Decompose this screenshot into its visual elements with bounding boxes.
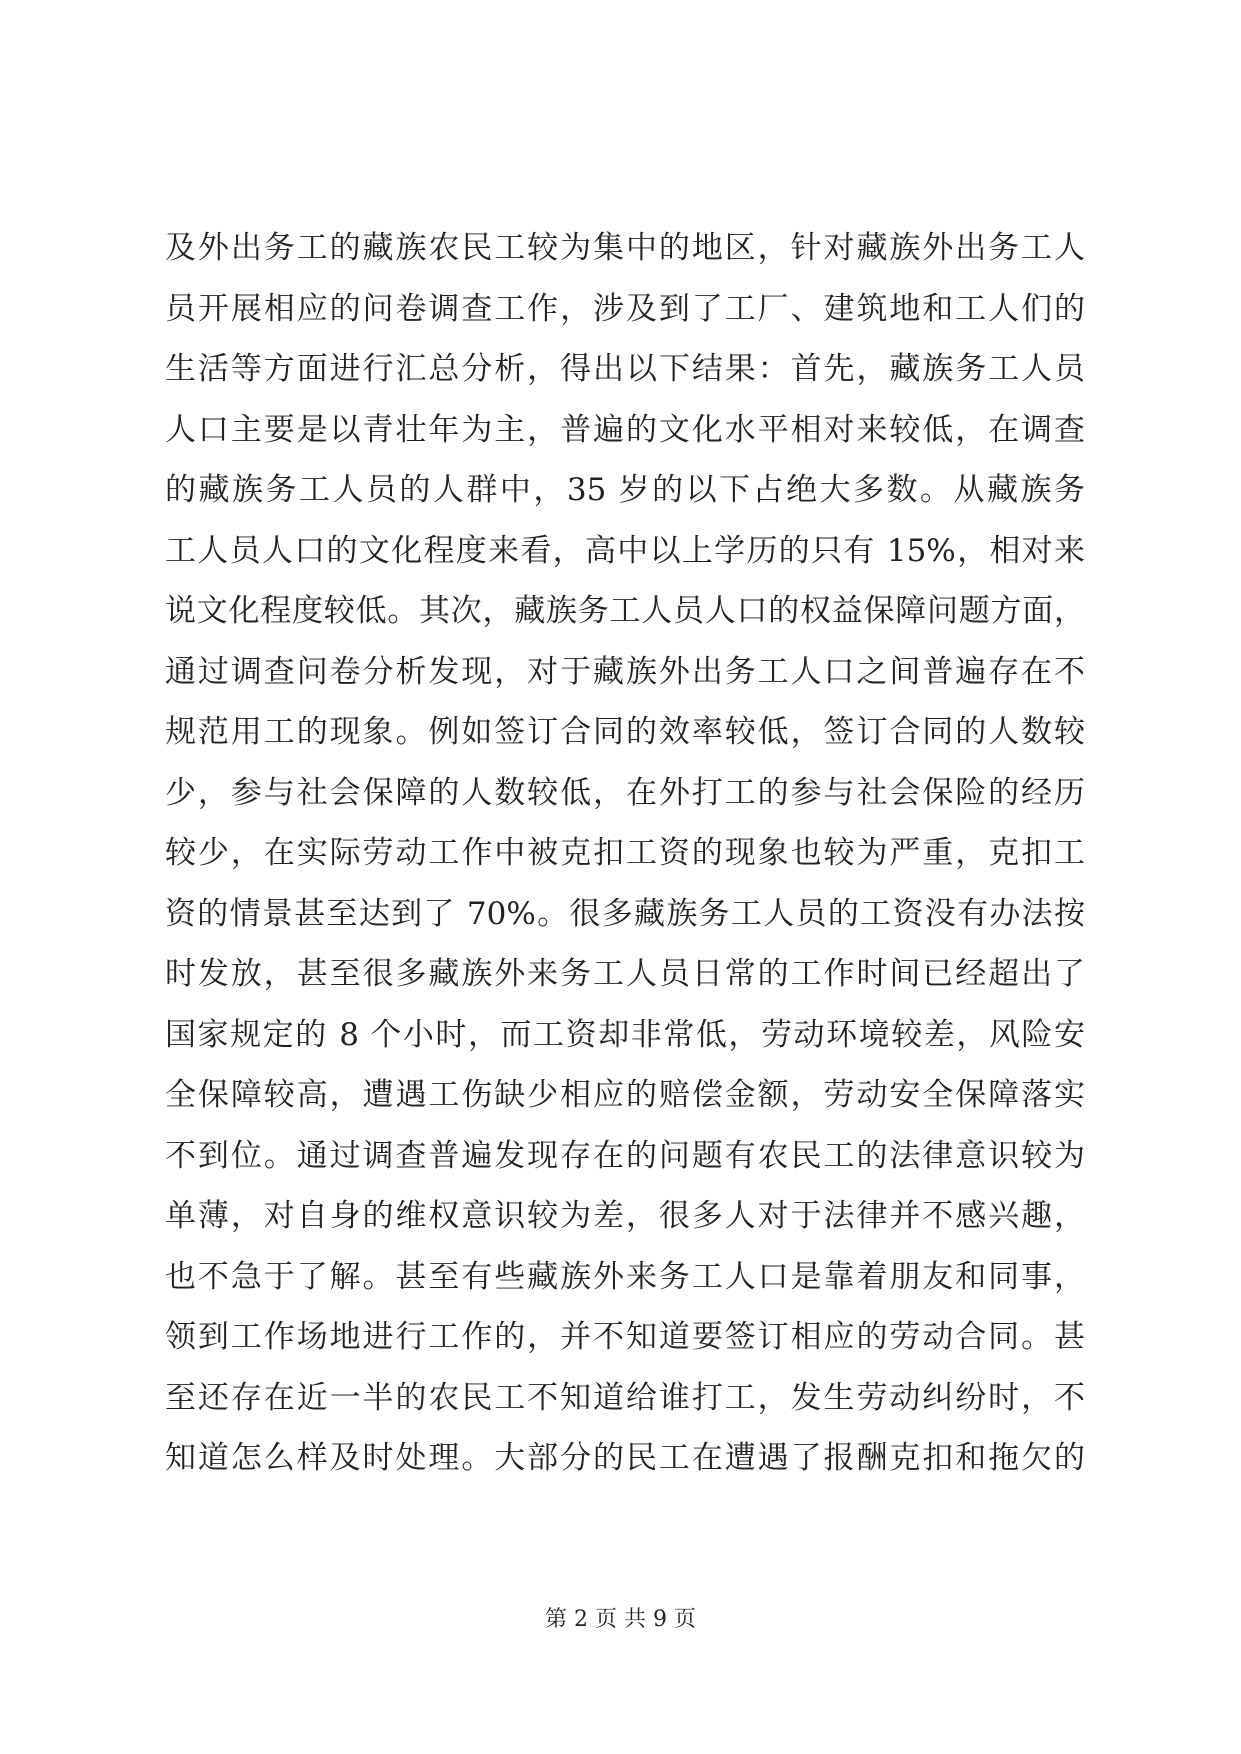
text-line: 人口主要是以青壮年为主，普遍的文化水平相对来较低，在调查 — [165, 411, 1085, 448]
text-line: 工人员人口的文化程度来看，高中以上学历的只有 15%，相对来 — [165, 532, 1085, 569]
text-line: 员开展相应的问卷调查工作，涉及到了工厂、建筑地和工人们的 — [165, 290, 1085, 327]
text-line: 及外出务工的藏族农民工较为集中的地区，针对藏族外出务工人 — [165, 230, 1085, 266]
text-line: 资的情景甚至达到了 70%。很多藏族务工人员的工资没有办法按 — [165, 895, 1085, 932]
text-line: 的藏族务工人员的人群中，35 岁的以下占绝大多数。从藏族务 — [165, 472, 1085, 508]
text-line: 说文化程度较低。其次，藏族务工人员人口的权益保障问题方面， — [165, 593, 1085, 629]
text-line: 规范用工的现象。例如签订合同的效率较低，签订合同的人数较 — [165, 714, 1085, 750]
text-line: 通过调查问卷分析发现，对于藏族外出务工人口之间普遍存在不 — [165, 653, 1085, 690]
text-line: 也不急于了解。甚至有些藏族外来务工人口是靠着朋友和同事， — [165, 1258, 1085, 1295]
text-line: 单薄，对自身的维权意识较为差，很多人对于法律并不感兴趣， — [165, 1198, 1085, 1234]
text-line: 领到工作场地进行工作的，并不知道要签订相应的劳动合同。甚 — [165, 1319, 1085, 1355]
text-line: 知道怎么样及时处理。大部分的民工在遭遇了报酬克扣和拖欠的 — [165, 1440, 1085, 1476]
text-line: 全保障较高，遭遇工伤缺少相应的赔偿金额，劳动安全保障落实 — [165, 1077, 1085, 1113]
text-line: 不到位。通过调查普遍发现存在的问题有农民工的法律意识较为 — [165, 1137, 1085, 1174]
text-line: 国家规定的 8 个小时，而工资却非常低，劳动环境较差，风险安 — [165, 1016, 1085, 1053]
text-line: 时发放，甚至很多藏族外来务工人员日常的工作时间已经超出了 — [165, 956, 1085, 992]
body-paragraph — [165, 218, 1085, 1489]
text-line: 生活等方面进行汇总分析，得出以下结果：首先，藏族务工人员 — [165, 351, 1085, 387]
text-line: 至还存在近一半的农民工不知道给谁打工，发生劳动纠纷时，不 — [165, 1379, 1085, 1416]
page-footer: 第 2 页 共 9 页 — [545, 1607, 696, 1632]
text-line: 少，参与社会保障的人数较低，在外打工的参与社会保险的经历 — [165, 774, 1085, 811]
text-line: 较少，在实际劳动工作中被克扣工资的现象也较为严重，克扣工 — [165, 835, 1085, 871]
